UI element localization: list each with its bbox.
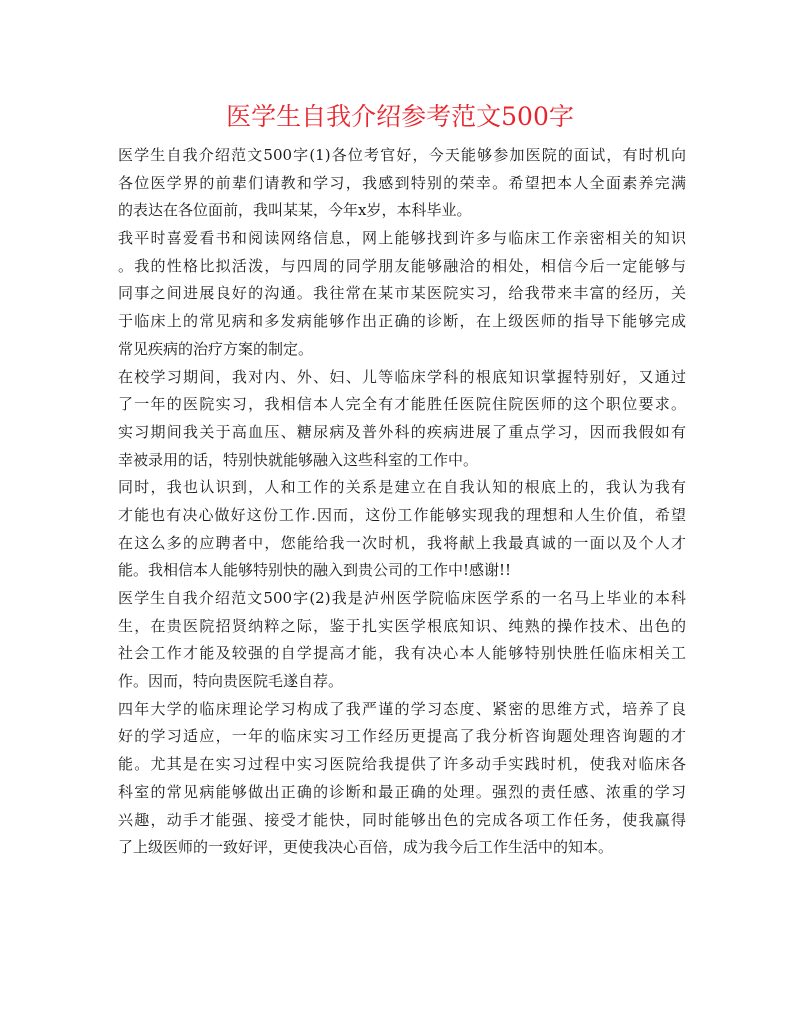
text-line: 医学生自我介绍范文500字(1)各位考官好，今天能够参加医院的面试，有时机向 — [118, 146, 686, 164]
text-line: 常见疾病的治疗方案的制定。 — [118, 339, 314, 358]
text-line: 生，在贵医院招贤纳粹之际，鉴于扎实医学根底知识、纯熟的操作技术、出色的 — [118, 616, 686, 635]
text-line: 各位医学界的前辈们请教和学习，我感到特别的荣幸。希望把本人全面素养完满 — [118, 173, 686, 192]
text-line: 好的学习适应，一年的临床实习工作经历更提高了我分析咨询题处理咨询题的才 — [118, 727, 686, 746]
text-line: 科室的常见病能够做出正确的诊断和最正确的处理。强烈的责任感、浓重的学习 — [118, 782, 686, 801]
text-line: 了一年的医院实习，我相信本人完全有才能胜任医院住院医师的这个职位要求。 — [118, 395, 686, 414]
text-line: 实习期间我关于高血压、糖尿病及普外科的疾病进展了重点学习，因而我假如有 — [118, 422, 686, 441]
text-line: 在这么多的应聘者中，您能给我一次时机，我将献上我最真诚的一面以及个人才 — [118, 533, 686, 552]
text-line: 才能也有决心做好这份工作.因而，这份工作能够实现我的理想和人生价值，希望 — [118, 505, 686, 524]
text-line: 作。因而，特向贵医院毛遂自荐。 — [118, 672, 344, 691]
text-line: 我平时喜爱看书和阅读网络信息，网上能够找到许多与临床工作亲密相关的知识 — [118, 229, 686, 248]
text-line: 幸被录用的话，特别快就能够融入这些科室的工作中。 — [118, 450, 479, 469]
text-line: 同事之间进展良好的沟通。我往常在某市某医院实习，给我带来丰富的经历，关 — [118, 284, 686, 303]
document-body — [118, 142, 686, 862]
text-line: 四年大学的临床理论学习构成了我严谨的学习态度、紧密的思维方式，培养了良 — [118, 699, 686, 718]
text-line: 能。尤其是在实习过程中实习医院给我提供了许多动手实践时机，使我对临床各 — [118, 755, 686, 774]
text-line: 社会工作才能及较强的自学提高才能，我有决心本人能够特别快胜任临床相关工 — [118, 644, 686, 663]
text-line: 于临床上的常见病和多发病能够作出正确的诊断，在上级医师的指导下能够完成 — [118, 312, 686, 331]
text-line: 能。我相信本人能够特别快的融入到贵公司的工作中!感谢!! — [118, 561, 512, 580]
text-line: 在校学习期间，我对内、外、妇、儿等临床学科的根底知识掌握特别好，又通过 — [118, 367, 686, 386]
text-line: 的表达在各位面前，我叫某某，今年x岁，本科毕业。 — [118, 201, 472, 220]
text-line: 。我的性格比拟活泼，与四周的同学朋友能够融洽的相处，相信今后一定能够与 — [118, 256, 686, 275]
text-line: 兴趣，动手才能强、接受才能快，同时能够出色的完成各项工作任务，使我赢得 — [118, 810, 686, 829]
document-title: 医学生自我介绍参考范文500字 — [226, 102, 574, 131]
text-line: 同时，我也认识到，人和工作的关系是建立在自我认知的根底上的，我认为我有 — [118, 478, 686, 497]
text-line: 了上级医师的一致好评，更使我决心百倍，成为我今后工作生活中的知本。 — [118, 838, 614, 857]
text-line: 医学生自我介绍范文500字(2)我是泸州医学院临床医学系的一名马上毕业的本科 — [118, 589, 686, 607]
